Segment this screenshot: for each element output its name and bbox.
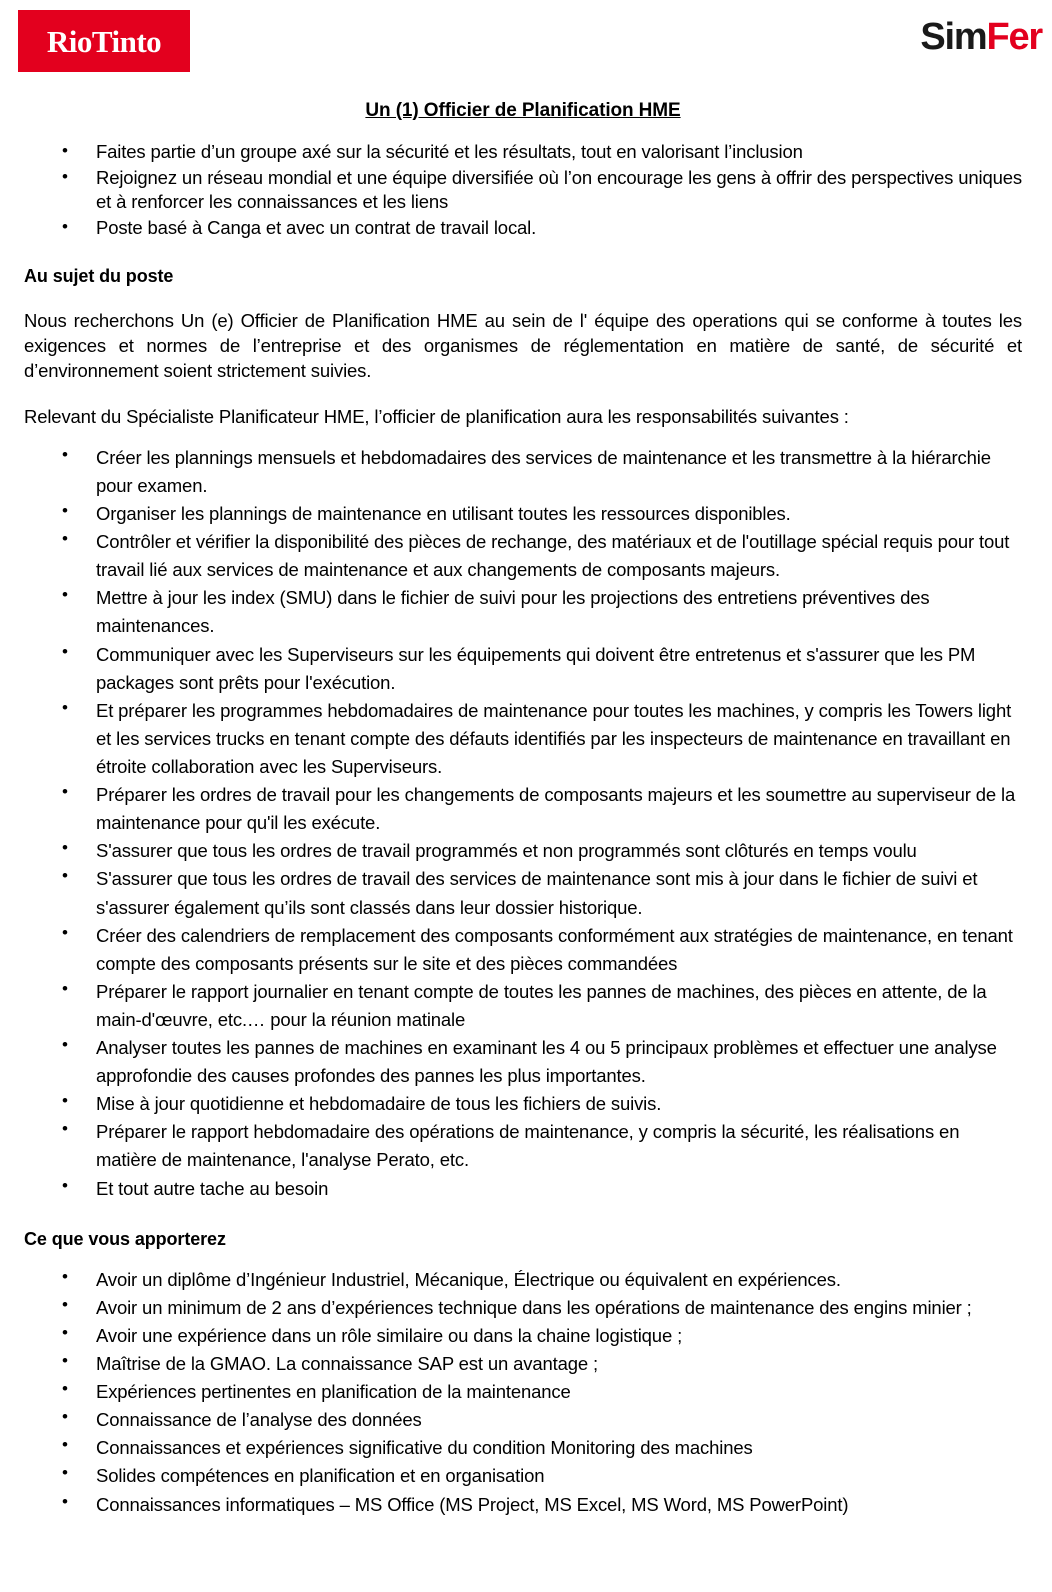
- list-item: • Mettre à jour les index (SMU) dans le fichier de suivi pour les projections des entretiens préventives des maintenances.: [24, 584, 1022, 640]
- simfer-logo-sim: Sim: [920, 16, 987, 58]
- list-item: • Maîtrise de la GMAO. La connaissance SAP est un avantage ;: [24, 1350, 1022, 1378]
- list-item: • Avoir un diplôme d’Ingénieur Industriel, Mécanique, Électrique ou équivalent en expériences.: [24, 1266, 1022, 1294]
- list-item: • Et préparer les programmes hebdomadaires de maintenance pour toutes les machines, y compris les Towers light et les services trucks en tenant compte des défauts identifiés par les inspecteurs de maintenance en travaillant en étroite collaboration avec les Superviseurs.: [24, 697, 1022, 781]
- list-item: • Poste basé à Canga et avec un contrat de travail local.: [24, 216, 1022, 241]
- simfer-logo-fer: Fer: [986, 16, 1042, 58]
- simfer-logo: [920, 18, 1042, 56]
- list-item: • Connaissance de l’analyse des données: [24, 1406, 1022, 1434]
- about-section-heading: Au sujet du poste: [24, 266, 174, 287]
- list-item: • Expériences pertinentes en planification de la maintenance: [24, 1378, 1022, 1406]
- list-item: • Avoir une expérience dans un rôle similaire ou dans la chaine logistique ;: [24, 1322, 1022, 1350]
- list-item: • Communiquer avec les Superviseurs sur les équipements qui doivent être entretenus et s'assurer que les PM packages sont prêts pour l'exécution.: [24, 641, 1022, 697]
- page-title: Un (1) Officier de Planification HME: [365, 100, 681, 121]
- list-item: • Faites partie d’un groupe axé sur la sécurité et les résultats, tout en valorisant l’inclusion: [24, 140, 1022, 165]
- list-item: • Rejoignez un réseau mondial et une équipe diversifiée où l’on encourage les gens à offrir des perspectives uniques et à renforcer les connaissances et les liens: [24, 166, 1022, 215]
- intro-bullet-list: [24, 140, 1022, 240]
- list-item: • Préparer le rapport hebdomadaire des opérations de maintenance, y compris la sécurité, les réalisations en matière de maintenance, l'analyse Perato, etc.: [24, 1118, 1022, 1174]
- list-item: • Mise à jour quotidienne et hebdomadaire de tous les fichiers de suivis.: [24, 1090, 1022, 1118]
- reporting-paragraph: Relevant du Spécialiste Planificateur HME, l’officier de planification aura les responsabilités suivantes :: [24, 406, 849, 428]
- list-item: • Préparer le rapport journalier en tenant compte de toutes les pannes de machines, des pièces en attente, de la main-d'œuvre, etc.… pour la réunion matinale: [24, 978, 1022, 1034]
- skills-section-heading: Ce que vous apporterez: [24, 1228, 226, 1249]
- list-item: • Connaissances et expériences significative du condition Monitoring des machines: [24, 1434, 1022, 1462]
- list-item: • Contrôler et vérifier la disponibilité des pièces de rechange, des matériaux et de l'outillage spécial requis pour tout travail lié aux services de maintenance et aux changements de composants majeurs.: [24, 528, 1022, 584]
- list-item: • Et tout autre tache au besoin: [24, 1175, 1022, 1203]
- list-item: • S'assurer que tous les ordres de travail programmés et non programmés sont clôturés en temps voulu: [24, 837, 1022, 865]
- list-item: • Avoir un minimum de 2 ans d’expériences technique dans les opérations de maintenance des engins minier ;: [24, 1294, 1022, 1322]
- riotinto-logo: [18, 10, 190, 72]
- list-item: • Préparer les ordres de travail pour les changements de composants majeurs et les soumettre au superviseur de la maintenance pour qu'il les exécute.: [24, 781, 1022, 837]
- list-item: • Solides compétences en planification et en organisation: [24, 1462, 1022, 1490]
- responsibilities-bullet-list: [24, 444, 1022, 1203]
- list-item: • Analyser toutes les pannes de machines en examinant les 4 ou 5 principaux problèmes et effectuer une analyse approfondie des causes profondes des pannes les plus importantes.: [24, 1034, 1022, 1090]
- document-body: [0, 100, 1052, 1519]
- page-header: [0, 0, 1052, 92]
- skills-bullet-list: [24, 1266, 1022, 1519]
- list-item: • Créer des calendriers de remplacement des composants conformément aux stratégies de maintenance, en tenant compte des composants présents sur le site et des pièces commandées: [24, 922, 1022, 978]
- about-paragraph: Nous recherchons Un (e) Officier de Planification HME au sein de l' équipe des operations qui se conforme à toutes les exigences et normes de l’entreprise et des organismes de réglementation en matière de santé, de sécurité et d’environnement soient strictement suivies.: [24, 310, 1022, 381]
- riotinto-logo-text: RioTinto: [46, 23, 162, 59]
- list-item: • Créer les plannings mensuels et hebdomadaires des services de maintenance et les transmettre à la hiérarchie pour examen.: [24, 444, 1022, 500]
- list-item: • Connaissances informatiques – MS Office (MS Project, MS Excel, MS Word, MS PowerPoint): [24, 1491, 1022, 1519]
- list-item: • S'assurer que tous les ordres de travail des services de maintenance sont mis à jour dans le fichier de suivi et s'assurer également qu’ils sont classés dans leur dossier historique.: [24, 865, 1022, 921]
- list-item: • Organiser les plannings de maintenance en utilisant toutes les ressources disponibles.: [24, 500, 1022, 528]
